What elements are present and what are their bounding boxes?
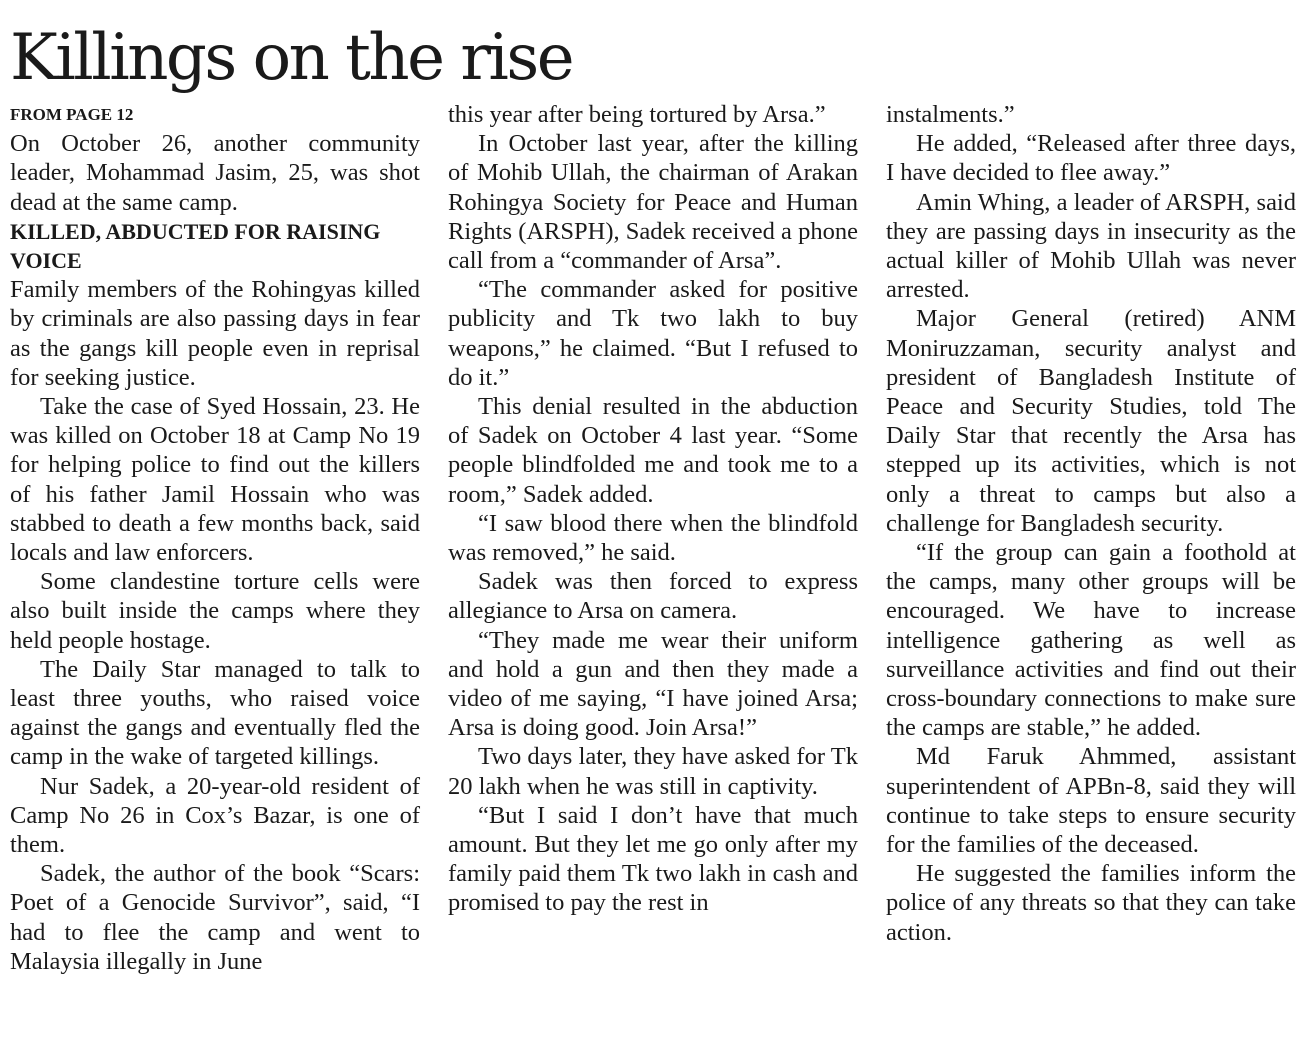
paragraph: On October 26, another community leader, Mohammad Jasim, 25, was shot dead at the same camp.: [10, 130, 420, 216]
paragraph: Amin Whing, a leader of ARSPH, said they are passing days in insecurity as the actual killer of Mohib Ullah was never arrested.: [886, 188, 1296, 304]
paragraph: instalments.”: [886, 101, 1015, 128]
paragraph: Some clandestine torture cells were also built inside the camps where they held people hostage.: [10, 568, 420, 654]
paragraph: “They made me wear their uniform and hold a gun and then they made a video of me saying, “I have joined Arsa; Arsa is doing good. Join Arsa!”: [448, 626, 858, 742]
paragraph: Take the case of Syed Hossain, 23. He was killed on October 18 at Camp No 19 for helping police to find out the killers of his father Jamil Hossain who was stabbed to death a few months back, said locals and law enforcers.: [10, 393, 420, 567]
article-column-1: [10, 100, 420, 976]
paragraph: this year after being tortured by Arsa.”: [448, 101, 826, 128]
paragraph: “But I said I don’t have that much amount. But they let me go only after my family paid them Tk two lakh in cash and promised to pay the rest in: [448, 801, 858, 917]
paragraph: This denial resulted in the abduction of Sadek on October 4 last year. “Some people blindfolded me and took me to a room,” Sadek added.: [448, 393, 858, 508]
article-column-3: [886, 100, 1296, 947]
paragraph: The Daily Star managed to talk to least three youths, who raised voice against the gangs and eventually fled the camp in the wake of targeted killings.: [10, 655, 420, 771]
paragraph: He added, “Released after three days, I have decided to flee away.”: [886, 130, 1296, 187]
paragraph: Md Faruk Ahmmed, assistant superintendent of APBn-8, said they will continue to take steps to ensure security for the families of the deceased.: [886, 743, 1296, 859]
paragraph: Family members of the Rohingyas killed by criminals are also passing days in fear as the gangs kill people even in reprisal for seeking justice.: [10, 276, 420, 391]
paragraph: “I saw blood there when the blindfold was removed,” he said.: [448, 509, 858, 567]
paragraph: Sadek, the author of the book “Scars: Poet of a Genocide Survivor”, said, “I had to flee the camp and went to Malaysia illegally in June: [10, 860, 420, 975]
jump-kicker: FROM PAGE 12: [10, 105, 134, 124]
paragraph: Nur Sadek, a 20-year-old resident of Camp No 26 in Cox’s Bazar, is one of them.: [10, 772, 420, 859]
paragraph: Major General (retired) ANM Moniruzzaman, security analyst and president of Bangladesh Institute of Peace and Security Studies, told The Daily Star that recently the Arsa has stepped up its activities, which is not only a threat to camps but also a challenge for Bangladesh security.: [886, 305, 1296, 537]
paragraph: Two days later, they have asked for Tk 20 lakh when he was still in captivity.: [448, 743, 858, 800]
paragraph: In October last year, after the killing of Mohib Ullah, the chairman of Arakan Rohingya Society for Peace and Human Rights (ARSPH), Sadek received a phone call from a “commander of Arsa”.: [448, 130, 858, 275]
article-column-2: [448, 100, 858, 918]
subheading: KILLED, ABDUCTED FOR RAISING VOICE: [10, 218, 381, 274]
paragraph: He suggested the families inform the police of any threats so that they can take action.: [886, 860, 1296, 946]
paragraph: Sadek was then forced to express allegiance to Arsa on camera.: [448, 568, 858, 625]
paragraph: “The commander asked for positive publicity and Tk two lakh to buy weapons,” he claimed. “But I refused to do it.”: [448, 276, 858, 391]
paragraph: “If the group can gain a foothold at the camps, many other groups will be encouraged. We have to increase intelligence gathering as well as surveillance activities and find out their cross-boundary connections to make sure the camps are stable,” he added.: [886, 539, 1296, 742]
headline: Killings on the rise: [10, 21, 573, 95]
